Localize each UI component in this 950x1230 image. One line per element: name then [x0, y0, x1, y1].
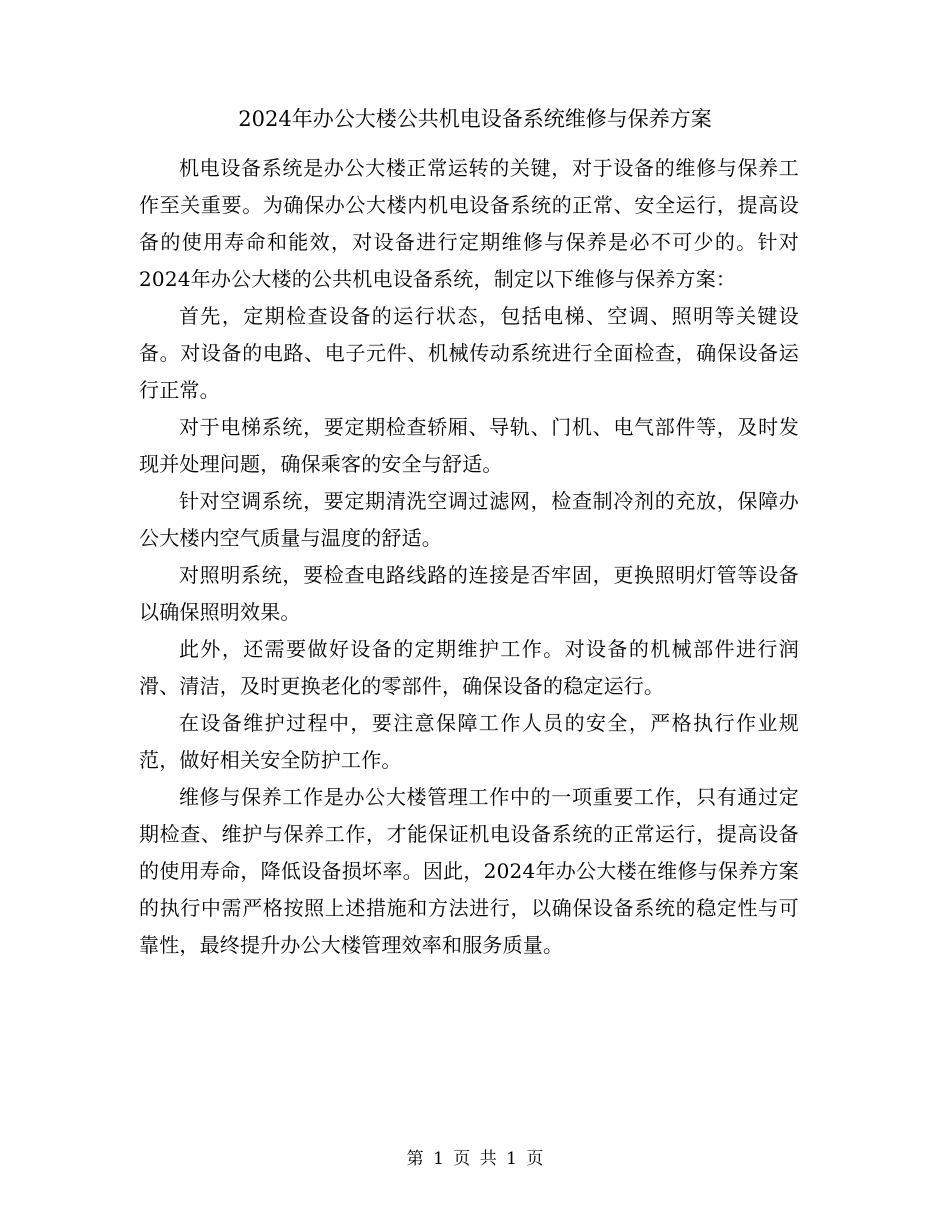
paragraph-elevator: 对于电梯系统，要定期检查轿厢、导轨、门机、电气部件等，及时发现并处理问题，确保乘客的安全与舒适。	[139, 415, 799, 476]
page-footer: 第 1 页 共 1 页	[406, 1149, 544, 1169]
paragraph-safety: 在设备维护过程中，要注意保障工作人员的安全，严格执行作业规范，做好相关安全防护工作。	[139, 711, 799, 772]
paragraph-lighting: 对照明系统，要检查电路线路的连接是否牢固，更换照明灯管等设备以确保照明效果。	[139, 563, 799, 624]
document-body	[139, 150, 799, 964]
paragraph-inspection: 首先，定期检查设备的运行状态，包括电梯、空调、照明等关键设备。对设备的电路、电子元件、机械传动系统进行全面检查，确保设备运行正常。	[139, 304, 799, 402]
paragraph-conclusion: 维修与保养工作是办公大楼管理工作中的一项重要工作，只有通过定期检查、维护与保养工作，才能保证机电设备系统的正常运行，提高设备的使用寿命，降低设备损坏率。因此，2024年办公大楼在维修与保养方案的执行中需严格按照上述措施和方法进行，以确保设备系统的稳定性与可靠性，最终提升办公大楼管理效率和服务质量。	[139, 785, 799, 957]
document-title: 2024年办公大楼公共机电设备系统维修与保养方案	[238, 107, 712, 131]
paragraph-intro: 机电设备系统是办公大楼正常运转的关键，对于设备的维修与保养工作至关重要。为确保办公大楼内机电设备系统的正常、安全运行，提高设备的使用寿命和能效，对设备进行定期维修与保养是必不可少的。针对2024年办公大楼的公共机电设备系统，制定以下维修与保养方案：	[139, 156, 799, 291]
paragraph-air-conditioning: 针对空调系统，要定期清洗空调过滤网，检查制冷剂的充放，保障办公大楼内空气质量与温度的舒适。	[139, 489, 799, 550]
paragraph-maintenance: 此外，还需要做好设备的定期维护工作。对设备的机械部件进行润滑、清洁，及时更换老化的零部件，确保设备的稳定运行。	[139, 637, 799, 698]
